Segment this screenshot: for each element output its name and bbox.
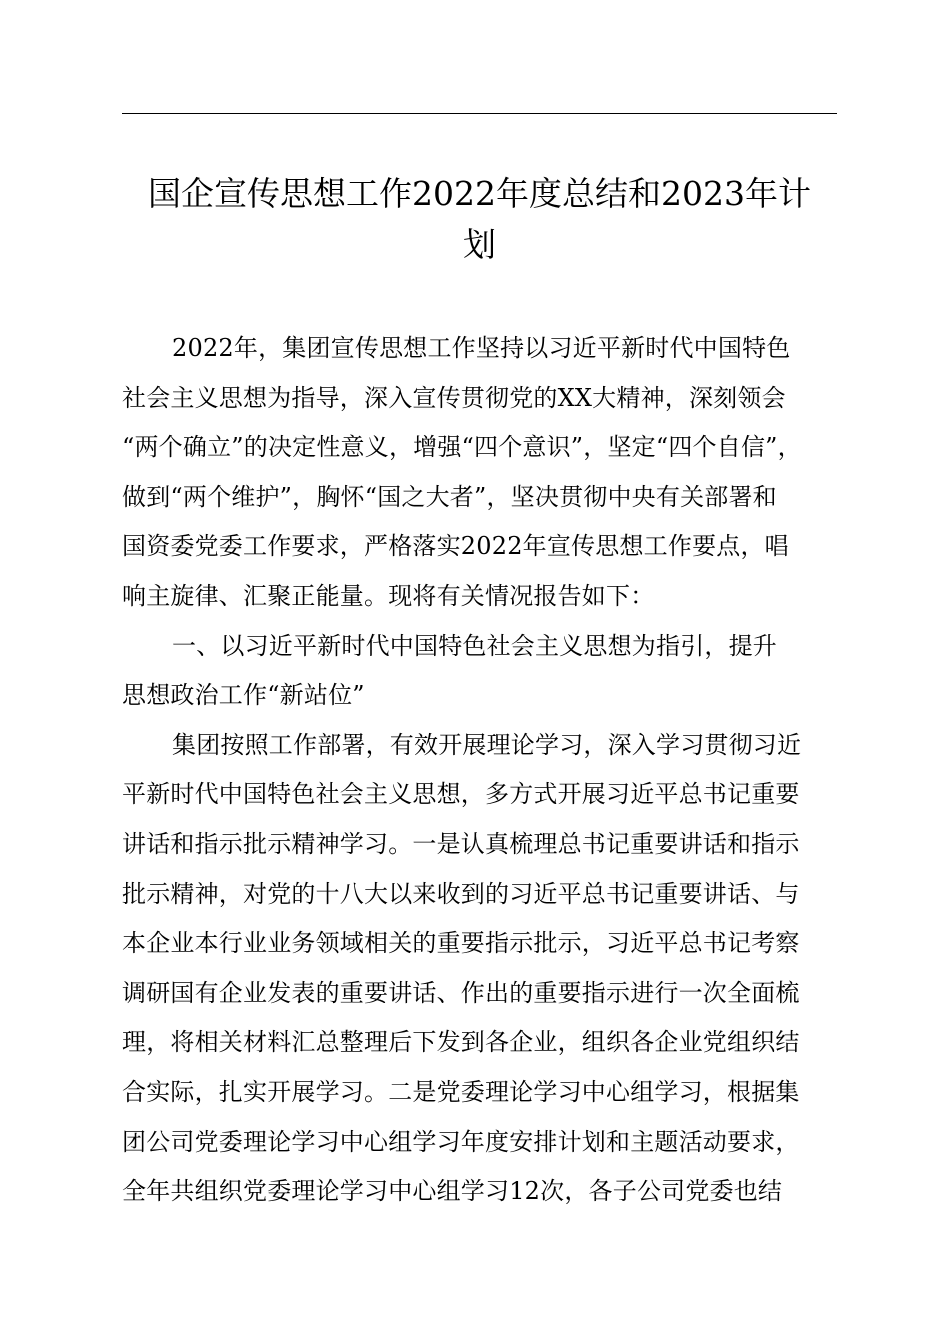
title-line-1: 国企宣传思想工作2022年度总结和2023年计 [148, 174, 811, 213]
title-line-2: 划 [463, 225, 496, 264]
text-line: 响主旋律、汇聚正能量。现将有关情况报告如下： [122, 581, 655, 610]
text-line: 平新时代中国特色社会主义思想，多方式开展习近平总书记重要 [122, 780, 800, 809]
text-line: 集团按照工作部署，有效开展理论学习，深入学习贯彻习近 [172, 730, 802, 759]
header-rule [122, 113, 837, 114]
text-line: 一、以习近平新时代中国特色社会主义思想为指引，提升 [172, 631, 777, 660]
text-line: 国资委党委工作要求，严格落实2022年宣传思想工作要点，唱 [122, 532, 789, 561]
text-line: 做到“两个维护”，胸怀“国之大者”，坚决贯彻中央有关部署和 [122, 482, 777, 511]
text-line: 理，将相关材料汇总整理后下发到各企业，组织各企业党组织结 [122, 1028, 800, 1057]
text-line: 调研国有企业发表的重要讲话、作出的重要指示进行一次全面梳 [122, 978, 800, 1007]
section-heading-1 [122, 622, 838, 721]
text-line: “两个确立”的决定性意义，增强“四个意识”，坚定“四个自信”， [122, 433, 802, 462]
text-line: 思想政治工作“新站位” [122, 681, 365, 710]
text-line: 全年共组织党委理论学习中心组学习12次，各子公司党委也结 [122, 1177, 783, 1206]
text-line: 本企业本行业业务领域相关的重要指示批示，习近平总书记考察 [122, 929, 800, 958]
paragraph-intro [122, 324, 838, 622]
document-title [122, 168, 837, 270]
text-line: 合实际，扎实开展学习。二是党委理论学习中心组学习，根据集 [122, 1077, 800, 1106]
text-line: 团公司党委理论学习中心组学习年度安排计划和主题活动要求， [122, 1127, 800, 1156]
text-line: 2022年，集团宣传思想工作坚持以习近平新时代中国特色 [172, 334, 791, 362]
paragraph-theory-study [122, 721, 838, 1217]
text-line: 批示精神，对党的十八大以来收到的习近平总书记重要讲话、与 [122, 879, 800, 908]
document-body [122, 324, 838, 1217]
text-line: 讲话和指示批示精神学习。一是认真梳理总书记重要讲话和指示 [122, 829, 800, 858]
text-line: 社会主义思想为指导，深入宣传贯彻党的XX大精神，深刻领会 [122, 383, 786, 412]
